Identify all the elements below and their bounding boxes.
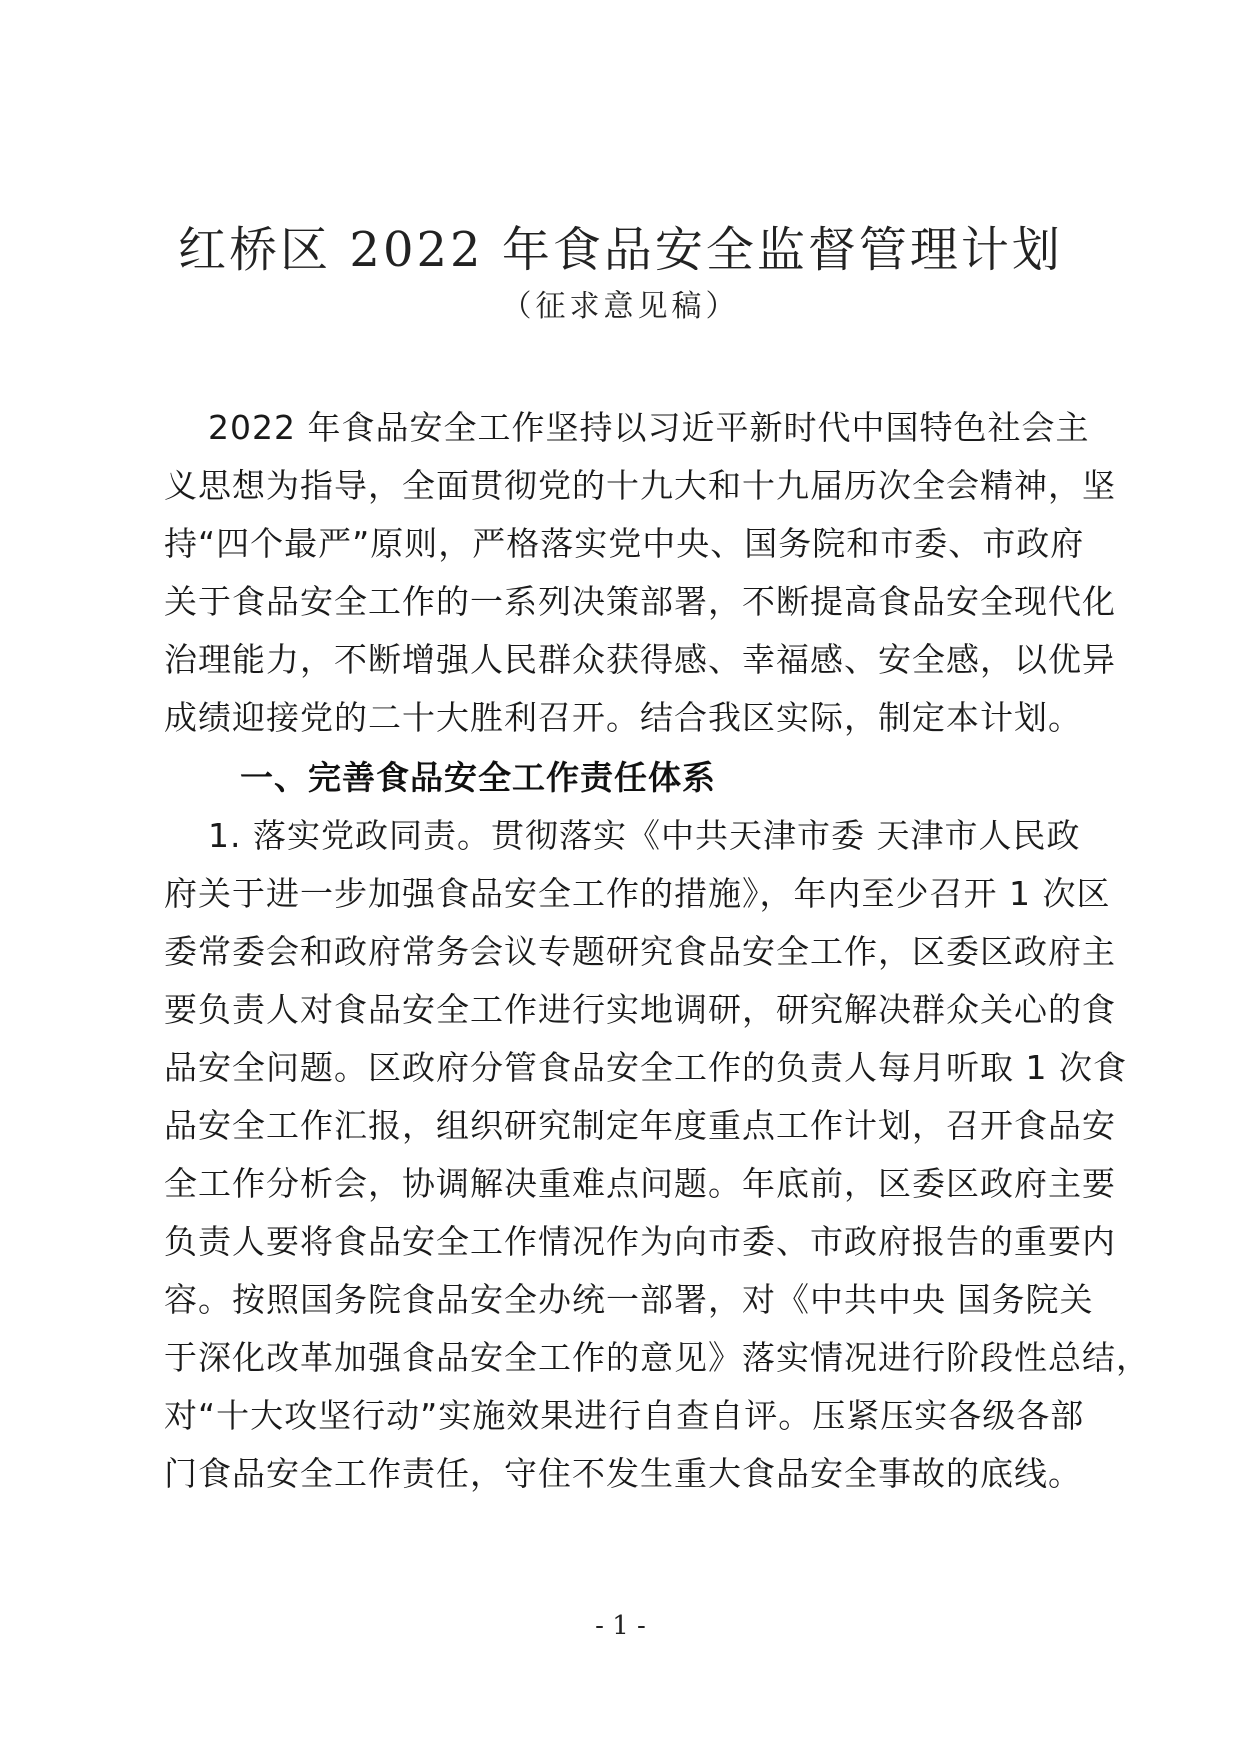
- section-heading: 一、完善食品安全工作责任体系: [240, 758, 716, 797]
- item-line: 府关于进一步加强食品安全工作的措施》，年内至少召开 1 次区: [164, 874, 1111, 913]
- item-line: 对“十大攻坚行动”实施效果进行自查自评。压紧压实各级各部: [164, 1396, 1085, 1435]
- item-line: 容。按照国务院食品安全办统一部署，对《中共中央 国务院关: [164, 1280, 1094, 1319]
- item-line: 全工作分析会，协调解决重难点问题。年底前，区委区政府主要: [164, 1164, 1116, 1203]
- item-line: 负责人要将食品安全工作情况作为向市委、市政府报告的重要内: [164, 1222, 1116, 1261]
- item-line: 于深化改革加强食品安全工作的意见》落实情况进行阶段性总结，: [164, 1338, 1150, 1377]
- item-line: 品安全问题。区政府分管食品安全工作的负责人每月听取 1 次食: [164, 1048, 1127, 1087]
- intro-line: 治理能力，不断增强人民群众获得感、幸福感、安全感，以优异: [164, 640, 1116, 679]
- page-number: - 1 -: [595, 1611, 646, 1641]
- item-line: 门食品安全工作责任，守住不发生重大食品安全事故的底线。: [164, 1454, 1082, 1493]
- item-line: 委常委会和政府常务会议专题研究食品安全工作，区委区政府主: [164, 932, 1116, 971]
- intro-line: 成绩迎接党的二十大胜利召开。结合我区实际，制定本计划。: [164, 698, 1082, 737]
- intro-line: 关于食品安全工作的一系列决策部署，不断提高食品安全现代化: [164, 582, 1116, 621]
- intro-line: 持“四个最严”原则，严格落实党中央、国务院和市委、市政府: [164, 524, 1085, 563]
- item-line: 要负责人对食品安全工作进行实地调研，研究解决群众关心的食: [164, 990, 1116, 1029]
- intro-paragraph: [164, 399, 1116, 747]
- document-title: 红桥区 2022 年食品安全监督管理计划: [178, 222, 1063, 278]
- item-line: 品安全工作汇报，组织研究制定年度重点工作计划，召开食品安: [164, 1106, 1116, 1145]
- intro-line: 义思想为指导，全面贯彻党的十九大和十九届历次全会精神，坚: [164, 466, 1116, 505]
- document-subtitle: （征求意见稿）: [501, 289, 740, 324]
- intro-line: 2022 年食品安全工作坚持以习近平新时代中国特色社会主: [208, 408, 1090, 447]
- item-paragraph: [164, 807, 1150, 1503]
- item-line: 1. 落实党政同责。贯彻落实《中共天津市委 天津市人民政: [208, 816, 1081, 855]
